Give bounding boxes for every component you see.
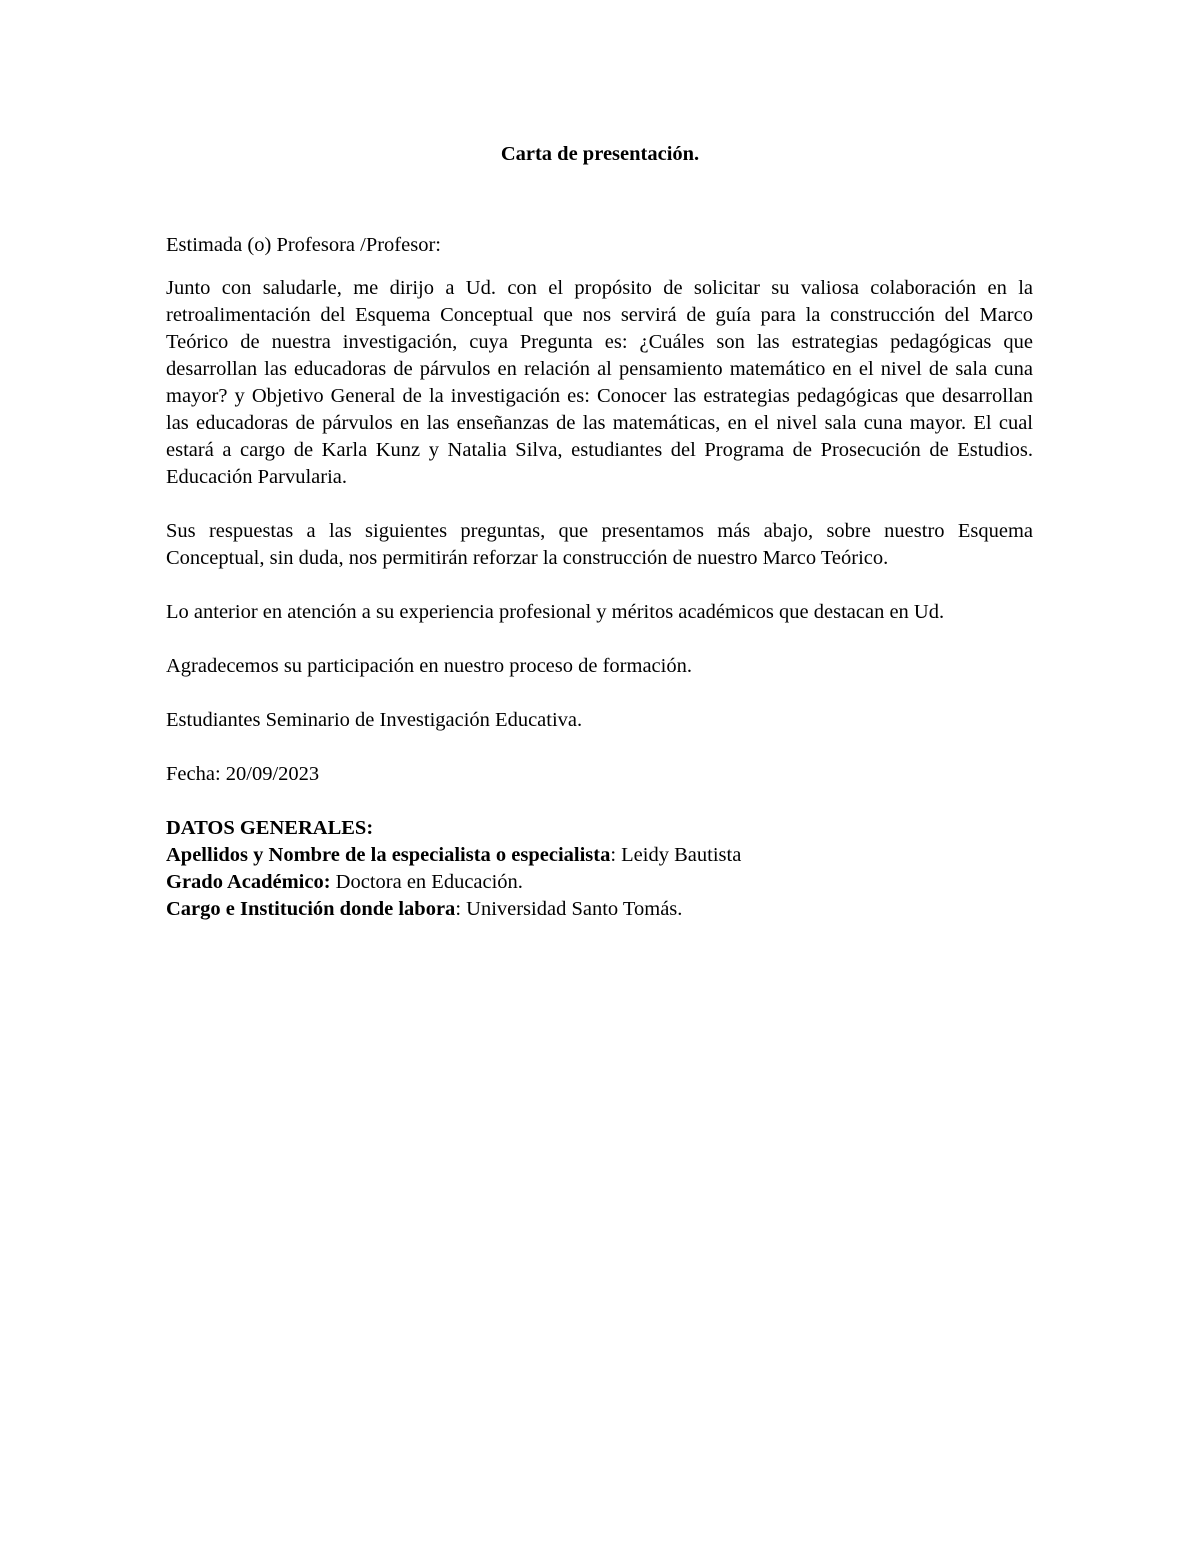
datos-name-label: Apellidos y Nombre de la especialista o especialista <box>166 844 611 866</box>
date-line: Fecha: 20/09/2023 <box>166 763 320 785</box>
thanks-line: Agradecemos su participación en nuestro proceso de formación. <box>166 655 692 677</box>
paragraph-merits: Lo anterior en atención a su experiencia profesional y méritos académicos que destacan en Ud. <box>166 601 945 623</box>
letter-title: Carta de presentación. <box>500 143 700 165</box>
datos-grade-row <box>166 869 1033 896</box>
datos-generales <box>166 815 1033 923</box>
datos-position-value: : Universidad Santo Tomás. <box>455 898 683 920</box>
paragraph-request: Junto con saludarle, me dirijo a Ud. con el propósito de solicitar su valiosa colaboración en la retroalimentación del Esquema Conceptual que nos servirá de guía para la construcción del Marco Teórico de nuestra investigación, cuya Pregunta es: ¿Cuáles son las estrategias pedagógicas que desarrollan las educadoras de párvulos en relación al pensamiento matemático en el nivel de sala cuna mayor? y Objetivo General de la investigación es: Conocer las estrategias pedagógicas que desarrollan las educadoras de párvulos en las enseñanzas de las matemáticas, en el nivel sala cuna mayor. El cual estará a cargo de Karla Kunz y Natalia Silva, estudiantes del Programa de Prosecución de Estudios. Educación Parvularia. <box>166 277 1033 488</box>
letter-body <box>166 232 1033 923</box>
paragraph-responses: Sus respuestas a las siguientes preguntas, que presentamos más abajo, sobre nuestro Esquema Conceptual, sin duda, nos permitirán reforzar la construcción de nuestro Marco Teórico. <box>166 520 1033 569</box>
datos-name-value: : Leidy Bautista <box>610 844 742 866</box>
datos-grade-label: Grado Académico: <box>166 871 331 893</box>
datos-name-row <box>166 842 1033 869</box>
datos-position-label: Cargo e Institución donde labora <box>166 898 456 920</box>
datos-heading: DATOS GENERALES: <box>166 817 374 839</box>
signature-line: Estudiantes Seminario de Investigación Educativa. <box>166 709 583 731</box>
datos-grade-value: Doctora en Educación. <box>330 871 523 893</box>
datos-position-row <box>166 896 1033 923</box>
salutation: Estimada (o) Profesora /Profesor: <box>166 234 441 256</box>
